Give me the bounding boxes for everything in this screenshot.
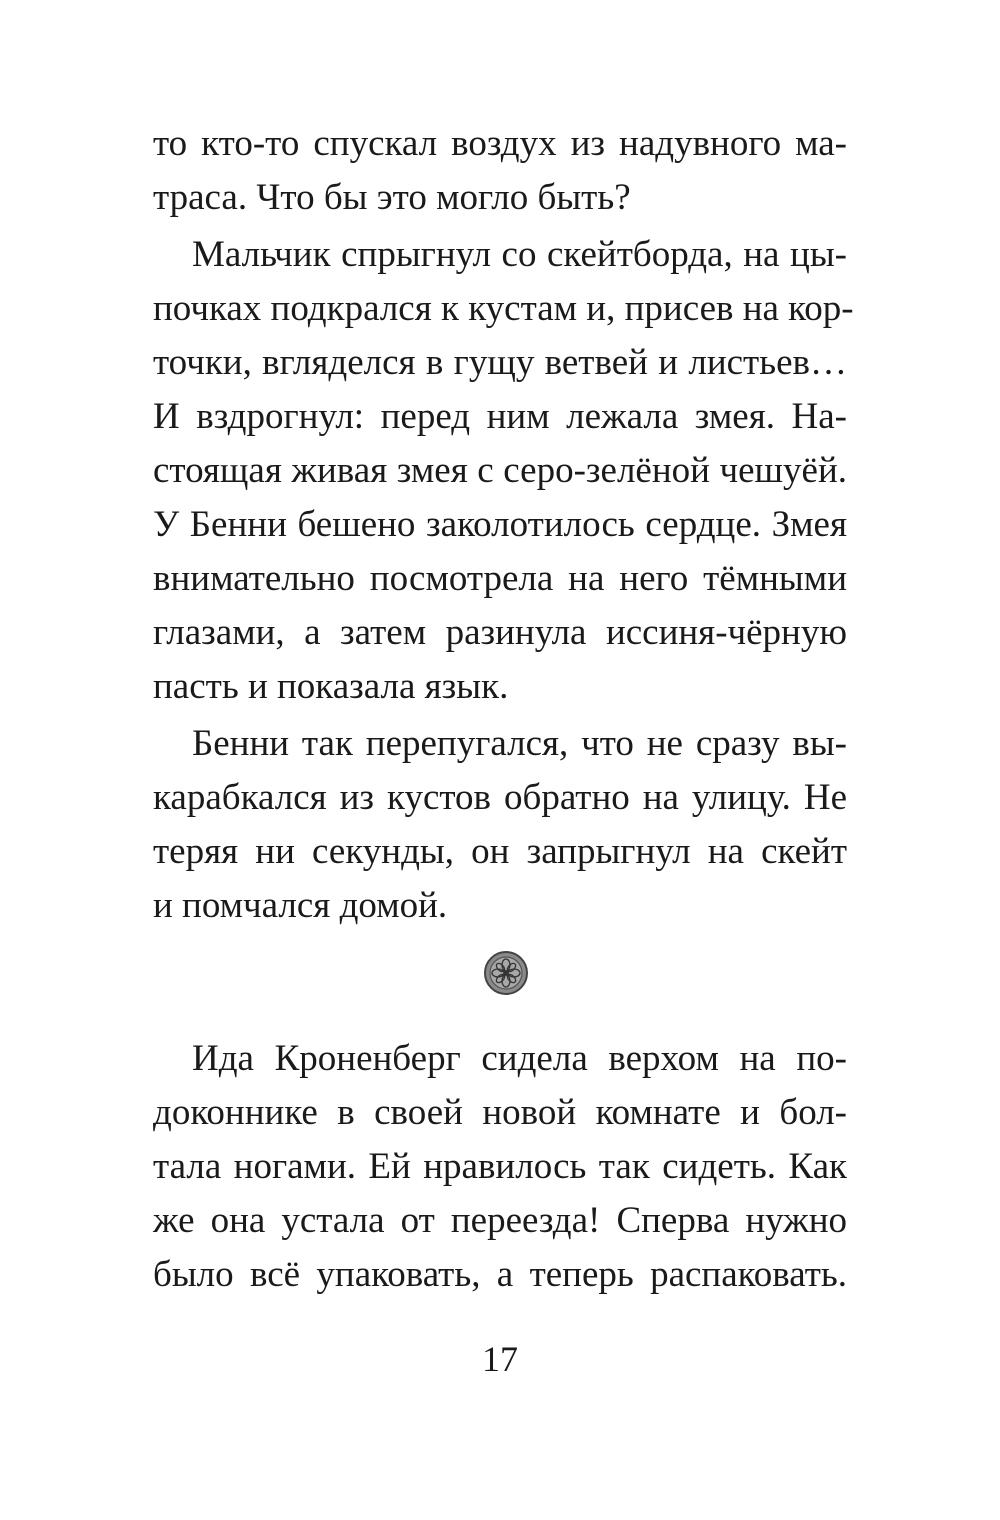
text-line: стоящая живая змея с серо-зелёной чешуёй.: [153, 450, 847, 491]
text-line: Мальчик спрыгнул со скейтборда, на цы-: [192, 234, 847, 275]
text-line: было всё упаковать, а теперь распаковать.: [153, 1254, 847, 1295]
text-line: карабкался из кустов обратно на улицу. Не: [153, 777, 847, 818]
page-number: 17: [482, 1339, 518, 1379]
text-line: то кто-то спускал воздух из надувного ма-: [153, 123, 847, 164]
text-line: и помчался домой.: [153, 885, 448, 926]
text-line: У Бенни бешено заколотилось сердце. Змея: [153, 504, 847, 545]
text-line: тала ногами. Ей нравилось так сидеть. Как: [153, 1146, 847, 1187]
text-line: точки, вгляделся в гущу ветвей и листьев…: [153, 342, 847, 383]
text-line: внимательно посмотрела на него тёмными: [153, 558, 847, 599]
flower-medallion-icon: [483, 950, 529, 996]
text-line: глазами, а затем разинула иссиня-чёрную: [153, 612, 847, 653]
text-line: траса. Что бы это могло быть?: [153, 177, 631, 218]
text-line: же она устала от переезда! Сперва нужно: [153, 1200, 847, 1241]
text-line: Бенни так перепугался, что не сразу вы-: [192, 723, 847, 764]
text-line: теряя ни секунды, он запрыгнул на скейт: [153, 831, 847, 872]
text-line: пасть и показала язык.: [153, 666, 509, 707]
text-line: почках подкрался к кустам и, присев на кор-: [153, 288, 854, 329]
text-line: доконнике в своей новой комнате и бол-: [153, 1092, 847, 1133]
text-line: И вздрогнул: перед ним лежала змея. На-: [153, 396, 847, 437]
text-line: Ида Кроненберг сидела верхом на по-: [192, 1038, 847, 1079]
